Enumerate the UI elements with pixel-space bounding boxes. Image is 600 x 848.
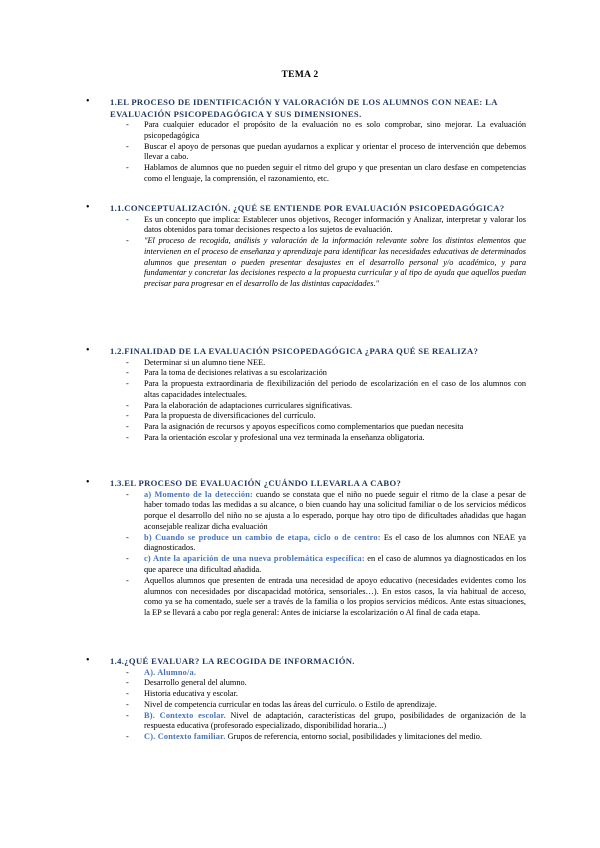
list-item — [144, 533, 526, 555]
list-item: - Para la asignación de recursos y apoyos específicos como complementarios que puedan necesita — [144, 422, 526, 433]
list-item: - Para la orientación escolar y profesional una vez terminada la enseñanza obligatoria. — [144, 433, 526, 444]
list-item: - Es un concepto que implica: Establecer unos objetivos, Recoger información y Analizar, interpretar y valorar los datos obtenidos para tomar decisiones respecto a los sujetos de evaluación. — [144, 215, 526, 237]
page-title: TEMA 2 — [281, 70, 319, 80]
list-item: - Para la propuesta extraordinaria de flexibilización del periodo de escolarización en el caso de los alumnos con altas capacidades intelectuales. — [144, 379, 526, 401]
quote-item: - "El proceso de recogida, análisis y valoración de la información relevante sobre los distintos elementos que intervienen en el proceso de enseñanza y aprendizaje para identificar las necesidades educativas de determinados alumnos que presentan o pueden presentar desajustes en el desarrollo personal y/o académico, y para fundamentar y concretar las decisiones respecto a la propuesta curricular y al tipo de ayuda que aquellos puedan precisar para progresar en el desarrollo de las distintas capacidades." — [144, 236, 526, 290]
list-item: - Para la elaboración de adaptaciones curriculares significativas. — [144, 401, 526, 412]
section-1-3 — [86, 478, 526, 619]
list-item — [144, 668, 526, 679]
bullet-icon: • — [86, 477, 90, 488]
list-item — [144, 490, 526, 533]
list-item — [144, 554, 526, 576]
item-list — [86, 215, 526, 291]
item-text: Es el caso de los alumnos con NEAE ya diagnosticados. — [144, 532, 526, 553]
section-heading: 1.EL PROCESO DE IDENTIFICACIÓN Y VALORACIÓN DE LOS ALUMNOS CON NEAE: LA EVALUACIÓN PSICOPEDAGÓGICA Y SUS DIMENSIONES. — [110, 97, 498, 119]
list-item: - Aquellos alumnos que presenten de entrada una necesidad de apoyo educativo (necesidades evidentes como los alumnos con necesidades por discapacidad motórica, sensoriales…). En estos casos, la vía habitual de acceso, como ya se ha comentado, suele ser a través de la familia o los propios servicios médicos. Ante estas situaciones, la EP se llevará a cabo por regla general: Antes de iniciarse la escolarización o Al final de cada etapa. — [144, 576, 526, 619]
section-heading: 1.4.¿QUÉ EVALUAR? LA RECOGIDA DE INFORMACIÓN. — [110, 656, 355, 666]
section-1 — [86, 97, 526, 185]
item-list — [86, 358, 526, 444]
item-text: cuando se constata que el niño no puede seguir el ritmo de la clase a pesar de haber tomado todas las medidas a su alcance, o bien cuando hay una solicitud familiar o de los servicios médicos porque el desarrollo del niño no se ajusta a lo esperado, porque hay otro tipo de dificultades añadidas que hagan aconsejable realizar dicha evaluación — [144, 489, 526, 531]
section-1-2 — [86, 346, 526, 444]
list-item: - Para la toma de decisiones relativas a su escolarización — [144, 368, 526, 379]
item-text: Grupos de referencia, entorno social, posibilidades y limitaciones del medio. — [225, 732, 482, 742]
list-item: - Desarrollo general del alumno. — [144, 678, 526, 689]
item-label: b) Cuando se produce un cambio de etapa, ciclo o de centro: — [144, 532, 381, 542]
item-text: Nivel de adaptación, características del grupo, posibilidades de organización de la respuesta educativa (profesorado especializado, disponibilidad horaria...) — [144, 710, 526, 731]
item-label: c) Ante la aparición de una nueva problemática específica: — [144, 554, 365, 564]
item-text: en el caso de alumnos ya diagnosticados en los que aparece una dificultad añadida. — [144, 554, 526, 575]
bullet-icon: • — [86, 202, 90, 213]
section-1-1 — [86, 203, 526, 290]
section-heading: 1.2.FINALIDAD DE LA EVALUACIÓN PSICOPEDAGÓGICA ¿PARA QUÉ SE REALIZA? — [110, 346, 479, 356]
item-list — [86, 120, 526, 185]
list-item — [144, 711, 526, 733]
list-item: - Buscar el apoyo de personas que puedan ayudarnos a explicar y orientar el proceso de intervención que debemos llevar a cabo. — [144, 142, 526, 164]
bullet-icon: • — [86, 96, 90, 107]
list-item: - Historia educativa y escolar. — [144, 689, 526, 700]
bullet-icon: • — [86, 345, 90, 356]
list-item: - Para cualquier educador el propósito de la evaluación no es solo comprobar, sino mejorar. La evaluación psicopedagógica — [144, 120, 526, 142]
item-label: a) Momento de la detección: — [144, 489, 253, 499]
list-item: - Para la propuesta de diversificaciones del currículo. — [144, 411, 526, 422]
item-label: B). Contexto escolar. — [144, 710, 226, 720]
list-item: - Hablamos de alumnos que no pueden seguir el ritmo del grupo y que presentan un claro desfase en competencias como el lenguaje, la comprensión, el razonamiento, etc. — [144, 163, 526, 185]
item-list — [86, 490, 526, 620]
list-item: - Nivel de competencia curricular en todas las áreas del currículo. o Estilo de aprendizaje. — [144, 700, 526, 711]
list-item: - Determinar si un alumno tiene NEE. — [144, 358, 526, 369]
section-heading: 1.3.EL PROCESO DE EVALUACIÓN ¿CUÁNDO LLEVARLA A CABO? — [110, 478, 402, 488]
list-item — [144, 732, 526, 743]
section-heading: 1.1.CONCEPTUALIZACIÓN. ¿QUÉ SE ENTIENDE POR EVALUACIÓN PSICOPEDAGÓGICA? — [110, 203, 505, 213]
section-1-4 — [86, 656, 526, 743]
bullet-icon: • — [86, 655, 90, 666]
item-label: A). Alumno/a. — [144, 667, 197, 677]
item-label: C). Contexto familiar. — [144, 732, 226, 742]
item-list — [86, 668, 526, 744]
